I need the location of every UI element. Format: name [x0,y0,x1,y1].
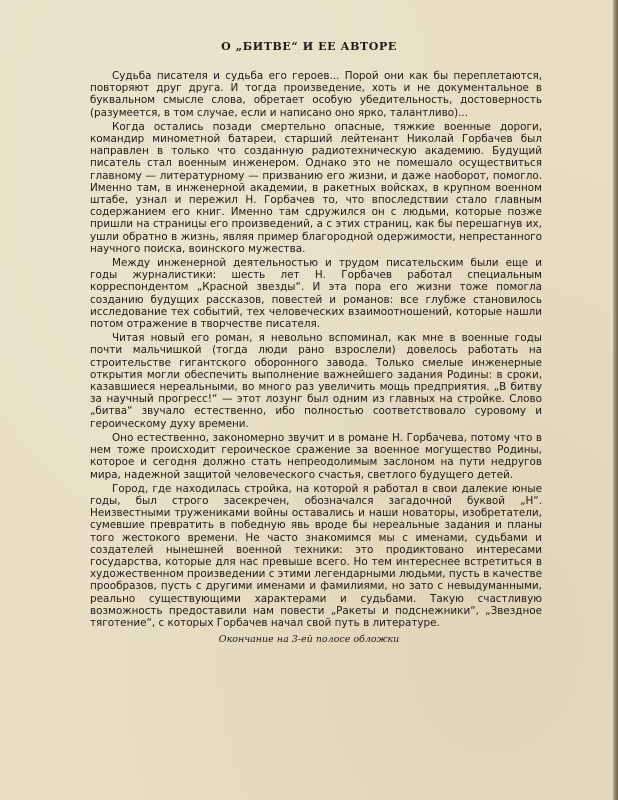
paragraph-5: Оно естественно, закономерно звучит и в романе Н. Горбачева, потому что в нем тоже происходит героическое сражение за военное могущество Родины, которое и сегодня должно стать непреодолимым заслоном на пути недругов мира, надежной защитой человеческого счастья, светлого будущего детей. [90,431,542,481]
article-body [90,70,542,631]
paragraph-4: Читая новый его роман, я невольно вспоминал, как мне в военные годы почти мальчишкой (тогда люди рано взрослели) довелось работать на строительстве гигантского оборонного завода. Только смелые инженерные открытия могли обеспечить выполнение важнейшего задания Родины: в сроки, казавшиеся нереальными, во много раз увеличить мощь предприятия. „В битву за научный прогресс!“ — этот лозунг был одним из главных на стройке. Слово „битва“ звучало естественно, ибо полностью соответствовало суровому и героическому духу времени. [90,332,542,430]
paragraph-3: Между инженерной деятельностью и трудом писательским были еще и годы журналистики: шесть лет Н. Горбачев работал специальным корреспондентом „Красной звезды“. И эта пора его жизни тоже помогла созданию будущих рассказов, повестей и романов: все глубже становилось исследование тех событий, тех человеческих взаимоотношений, которые нашли потом отражение в творчестве писателя. [90,257,542,331]
page-edge-shadow [613,0,618,800]
paragraph-6: Город, где находилась стройка, на которой я работал в свои далекие юные годы, был строго засекречен, обозначался загадочной буквой „Н“. Неизвестными тружениками войны оставались и наши новаторы, изобретатели, сумевшие превратить в победную явь вроде бы нереальные задания и планы того жестокого времени. Не часто знакомимся мы с именами, судьбами и создателей нынешней военной техники: это продиктовано интересами государства, которые для нас превыше всего. Но тем интереснее встретиться в художественном произведении с этими легендарными людьми, пусть в качестве прообразов, пусть с другими именами и фамилиями, но зато с невыдуманными, реально существующими характерами и судьбами. Такую счастливую возможность предоставили нам повести „Ракеты и подснежники“, „Звездное тяготение“, с которых Горбачев начал свой путь в литературе. [90,482,542,629]
article-heading: О „БИТВЕ“ И ЕЕ АВТОРЕ [221,40,397,53]
continuation-note: Окончание на 3-ей полосе обложки [218,634,400,645]
paragraph-2: Когда остались позади смертельно опасные, тяжкие военные дороги, командир минометной батареи, старший лейтенант Николай Горбачев был направлен в только что созданную радиотехническую академию. Будущий писатель стал военным инженером. Однако это не помешало осуществиться главному — литературному — призванию его жизни, и даже наоборот, помогло. Именно там, в инженерной академии, в ракетных войсках, в крупном военном штабе, узнал и пережил Н. Горбачев то, что впоследствии стало главным содержанием его книг. Именно там сдружился он с людьми, которые позже пришли на страницы его произведений, а с этих страниц, как бы перешагнув их, ушли обратно в жизнь, являя пример благородной одержимости, непрестанного научного поиска, воинского мужества. [90,120,542,255]
paragraph-1: Судьба писателя и судьба его героев... Порой они как бы переплетаются, повторяют друг друга. И тогда произведение, хоть и не документальное в буквальном смысле слова, обретает особую убедительность, достоверность (разумеется, в том случае, если и написано оно ярко, талантливо)... [90,70,542,119]
